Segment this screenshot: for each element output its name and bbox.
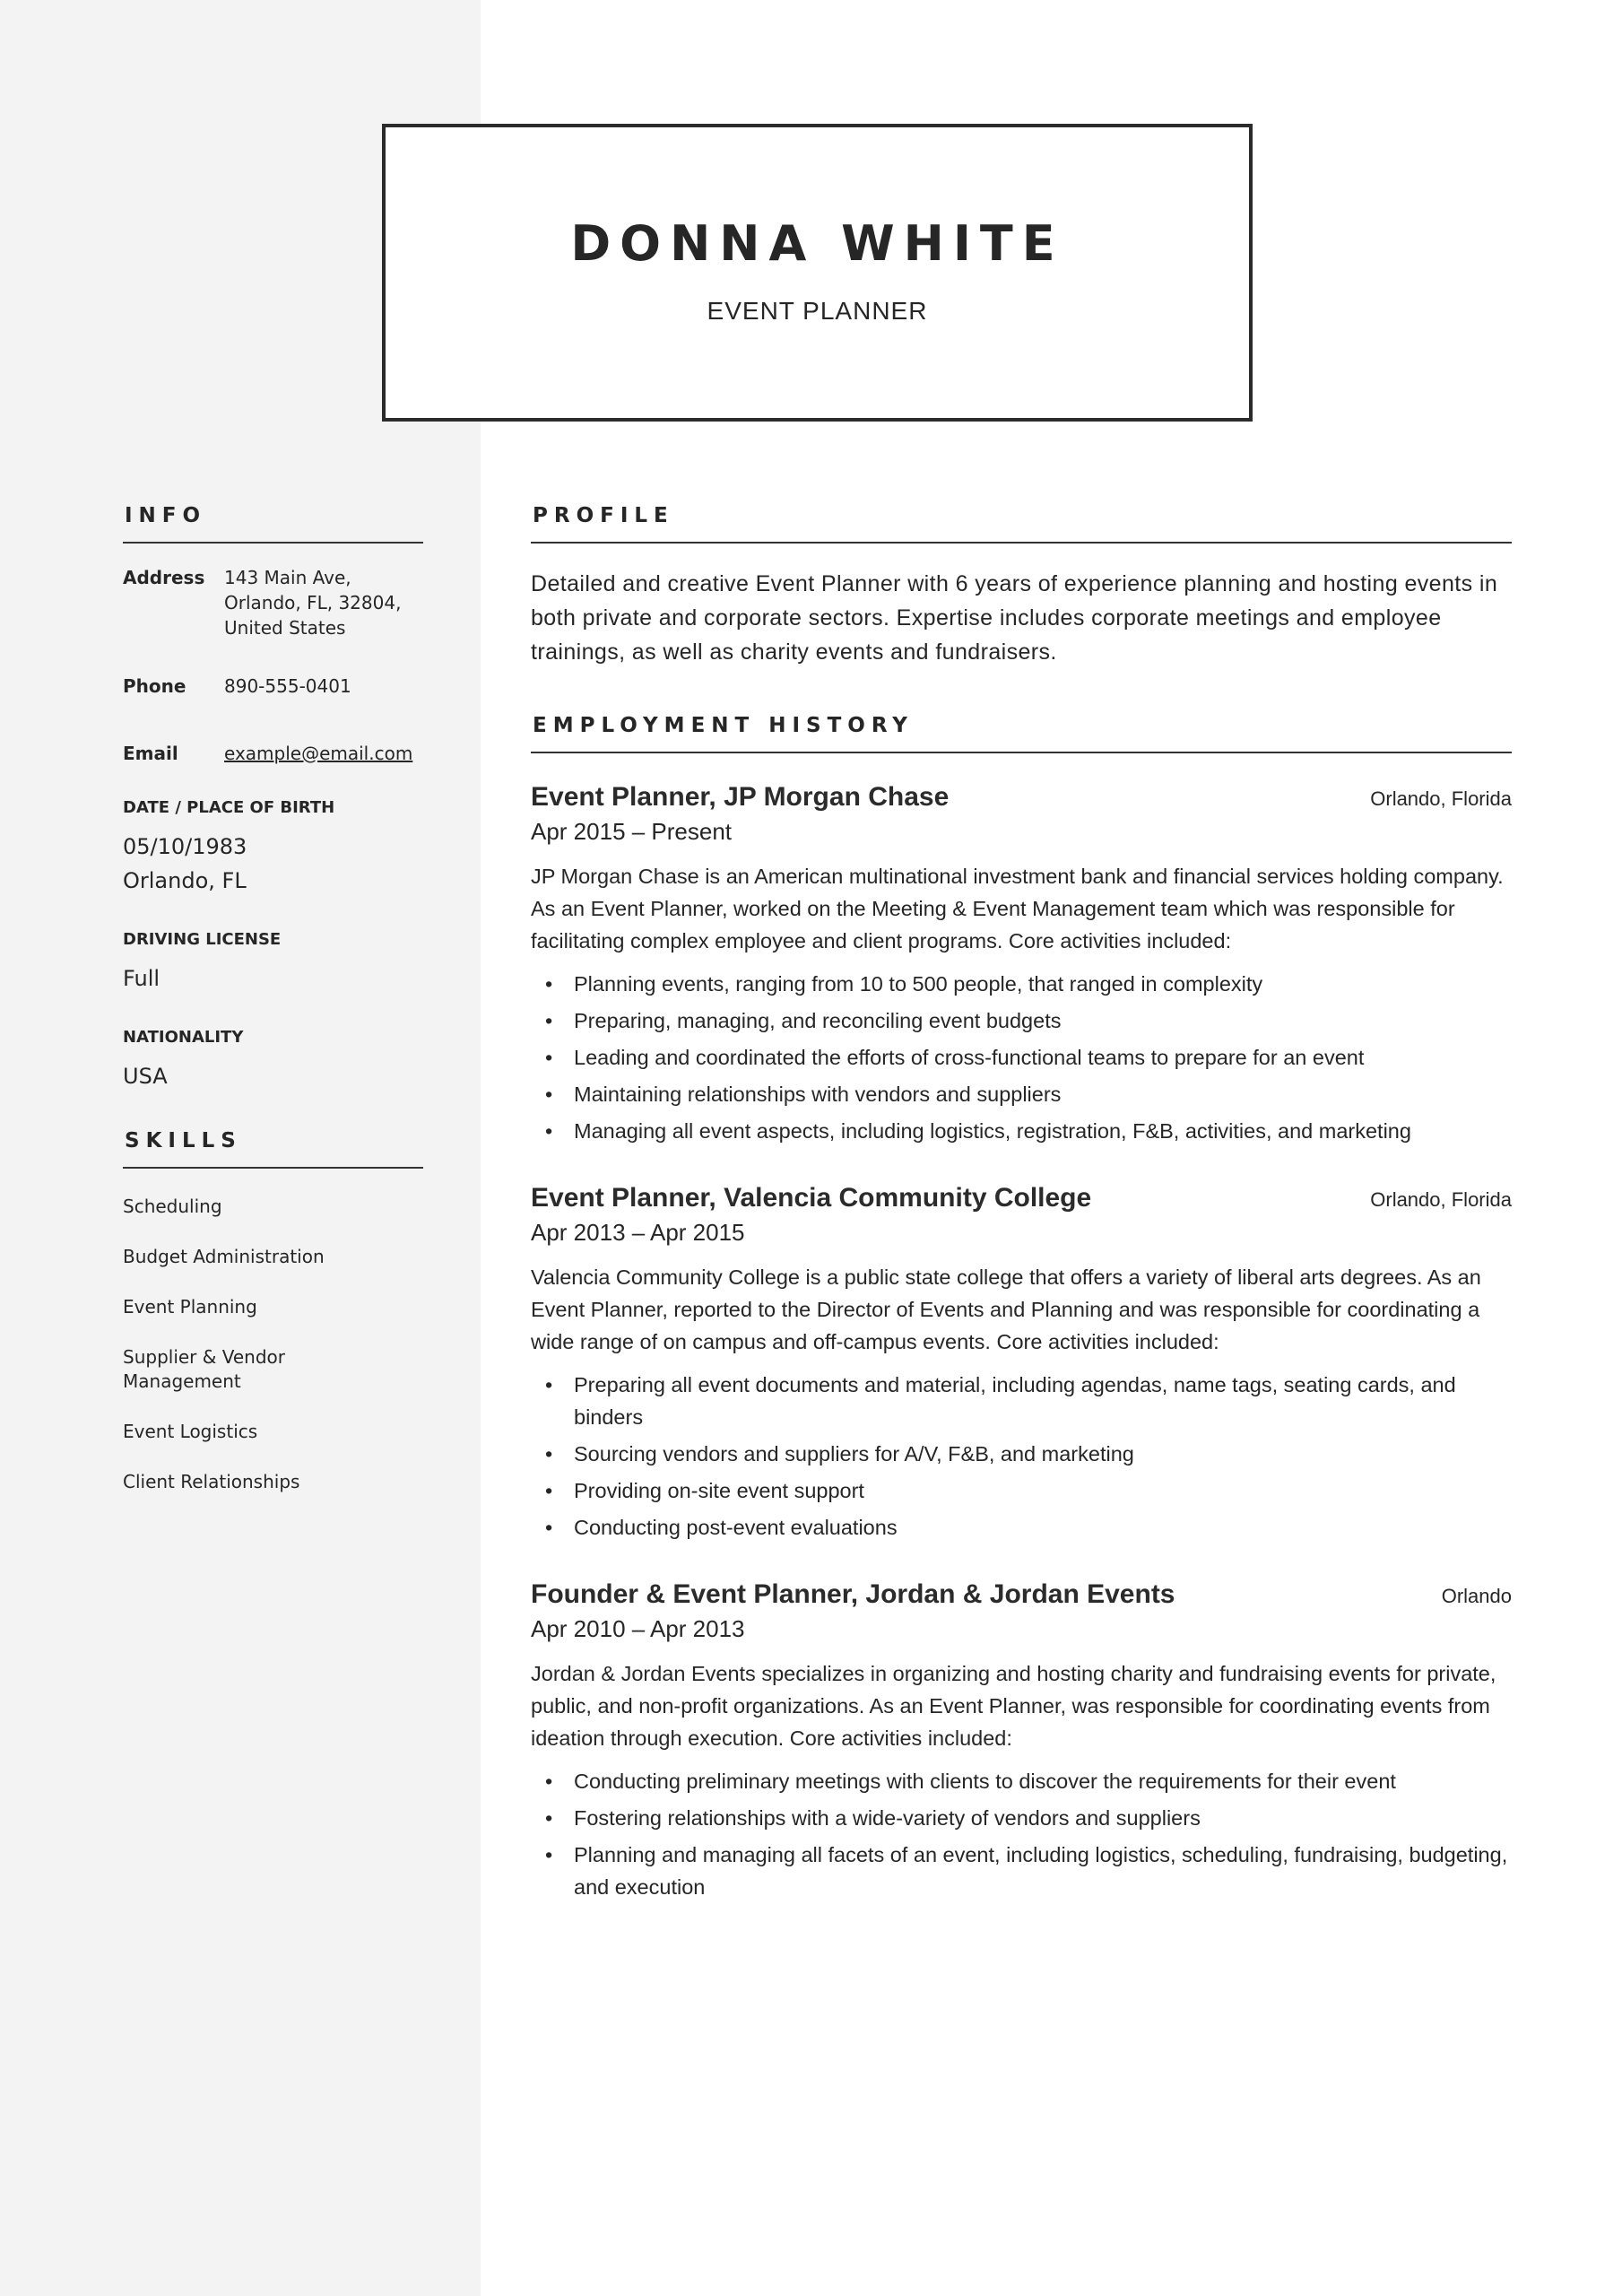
job-bullet: • Providing on-site event support (531, 1474, 1512, 1507)
job-bullet: • Leading and coordinated the efforts of cross-functional teams to prepare for an event (531, 1041, 1512, 1074)
job-description: Valencia Community College is a public state college that offers a variety of liberal arts degrees. As an Event Planner, reported to the Director of Events and Planning and was responsible for coordinating a wide range of on campus and off-campus events. Core activities included: (531, 1265, 1481, 1353)
job-title: Founder & Event Planner, Jordan & Jordan Events (531, 1579, 1175, 1609)
employment-heading: EMPLOYMENT HISTORY (531, 714, 1512, 753)
birth-heading: DATE / PLACE OF BIRTH (123, 798, 335, 817)
address-row (123, 565, 423, 640)
job-bullet: • Preparing, managing, and reconciling event budgets (531, 1004, 1512, 1037)
job-bullet: • Managing all event aspects, including logistics, registration, F&B, activities, and marketing (531, 1115, 1512, 1147)
job-bullet: • Preparing all event documents and material, including agendas, name tags, seating cards, and binders (531, 1369, 1512, 1433)
profile-heading: PROFILE (531, 504, 1512, 544)
skill-item: Client Relationships (123, 1471, 300, 1492)
birth-place: Orlando, FL (123, 868, 247, 893)
phone-value: 890-555-0401 (224, 675, 351, 697)
candidate-name: DONNA WHITE (570, 215, 1064, 272)
skill-item: Event Planning (123, 1296, 257, 1318)
name-header-box (382, 124, 1253, 422)
job-bullet: • Planning events, ranging from 10 to 500 people, that ranged in complexity (531, 968, 1512, 1000)
job-entry (531, 782, 1512, 1147)
license-value: Full (123, 966, 160, 991)
main-content (531, 504, 1512, 1908)
address-value (224, 565, 423, 640)
job-bullet: • Sourcing vendors and suppliers for A/V, F&B, and marketing (531, 1438, 1512, 1470)
job-location: Orlando, Florida (1370, 1188, 1512, 1211)
job-description: Jordan & Jordan Events specializes in organizing and hosting charity and fundraising events for private, public, and non-profit organizations. As an Event Planner, was responsible for coordinating events from ideation through execution. Core activities included: (531, 1662, 1496, 1750)
job-dates: Apr 2015 – Present (531, 818, 733, 845)
address-label: Address (123, 567, 205, 588)
skills-heading: SKILLS (123, 1129, 423, 1169)
job-bullets (531, 1369, 1512, 1544)
email-label: Email (123, 743, 178, 764)
job-dates: Apr 2013 – Apr 2015 (531, 1219, 745, 1246)
profile-text: Detailed and creative Event Planner with 6 years of experience planning and hosting events in both private and corporate sectors. Expertise includes corporate meetings and employee trainings, as well as charity events and fundraisers. (531, 571, 1498, 665)
job-dates: Apr 2010 – Apr 2013 (531, 1615, 745, 1642)
sidebar (123, 504, 423, 1494)
email-link[interactable]: example@email.com (224, 743, 413, 764)
job-header (531, 1183, 1512, 1213)
job-header (531, 1579, 1512, 1610)
job-location: Orlando (1441, 1585, 1512, 1607)
skill-item: Scheduling (123, 1196, 222, 1217)
job-list (531, 782, 1512, 1903)
address-line: United States (224, 617, 346, 639)
address-line: Orlando, FL, 32804, (224, 592, 402, 613)
info-heading: INFO (123, 504, 423, 544)
address-line: 143 Main Ave, (224, 567, 351, 588)
skill-item: Budget Administration (123, 1246, 325, 1267)
job-bullet: • Conducting post-event evaluations (531, 1511, 1512, 1544)
job-bullet: • Conducting preliminary meetings with clients to discover the requirements for their event (531, 1765, 1512, 1797)
email-row (123, 741, 423, 766)
job-entry (531, 1183, 1512, 1544)
nationality-value: USA (123, 1064, 168, 1089)
job-entry (531, 1579, 1512, 1903)
license-heading: DRIVING LICENSE (123, 930, 282, 949)
job-bullets (531, 968, 1512, 1147)
job-title: Event Planner, Valencia Community College (531, 1183, 1092, 1213)
job-bullet: • Planning and managing all facets of an event, including logistics, scheduling, fundraising, budgeting, and execution (531, 1839, 1512, 1903)
phone-label: Phone (123, 675, 186, 697)
phone-row (123, 674, 423, 699)
job-description: JP Morgan Chase is an American multinational investment bank and financial services holding company. As an Event Planner, worked on the Meeting & Event Management team which was responsible for facilitating complex employee and client programs. Core activities included: (531, 865, 1504, 952)
job-header (531, 782, 1512, 813)
skill-item: Event Logistics (123, 1421, 258, 1442)
skill-item: Supplier & Vendor Management (123, 1346, 285, 1392)
job-location: Orlando, Florida (1370, 787, 1512, 810)
candidate-title: EVENT PLANNER (707, 297, 928, 325)
birth-date: 05/10/1983 (123, 834, 247, 859)
job-bullets (531, 1765, 1512, 1903)
job-bullet: • Fostering relationships with a wide-variety of vendors and suppliers (531, 1802, 1512, 1834)
job-title: Event Planner, JP Morgan Chase (531, 782, 950, 812)
nationality-heading: NATIONALITY (123, 1028, 244, 1047)
birth-value (123, 830, 423, 898)
job-bullet: • Maintaining relationships with vendors and suppliers (531, 1078, 1512, 1110)
